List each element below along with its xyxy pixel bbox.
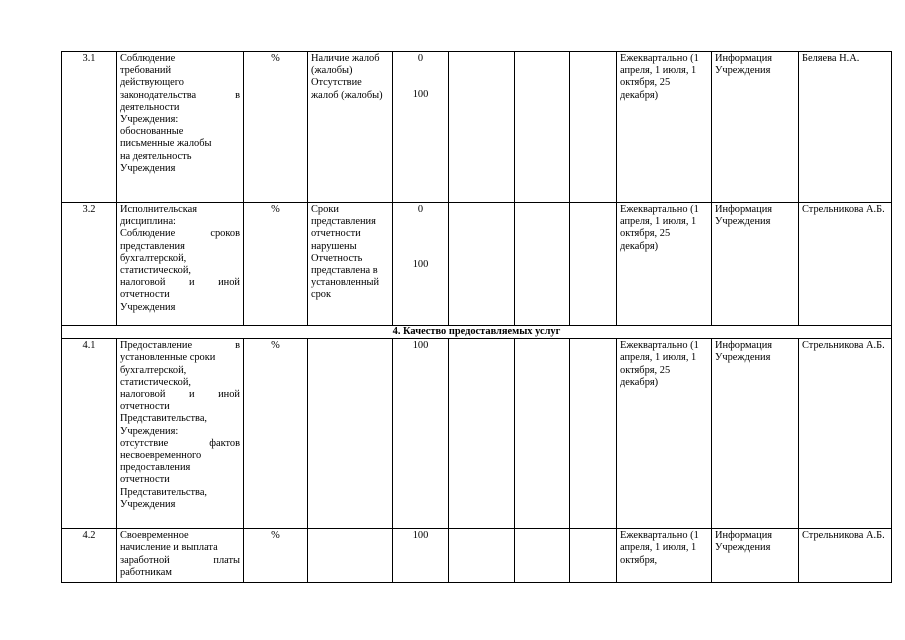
indicator-text [120, 53, 240, 175]
value-cell: 100 [393, 529, 449, 583]
empty-cell [515, 52, 570, 203]
indicator-line: налоговой и иной [120, 277, 240, 289]
indicator-line: заработной платы [120, 554, 240, 566]
indicator-line: Соблюдение сроков [120, 228, 240, 240]
source-cell: Информация Учреждения [712, 339, 799, 529]
value-b: 100 [412, 259, 429, 271]
indicator-line: законодательства в [120, 89, 240, 101]
indicator-text [120, 530, 240, 579]
indicator-line: требований [120, 65, 172, 77]
empty-cell [308, 339, 393, 529]
empty-cell [449, 52, 515, 203]
source-cell: Информация Учреждения [712, 52, 799, 203]
indicator-line: отчетности [120, 289, 170, 301]
table-row [62, 52, 892, 203]
empty-cell [515, 529, 570, 583]
indicator-line: начисление и выплата [120, 542, 218, 554]
condition-cell [308, 203, 393, 326]
indicator-line: действующего [120, 77, 184, 89]
indicator-line: бухгалтерской, [120, 364, 187, 376]
indicator-cell [117, 339, 244, 529]
section-header-row [62, 326, 892, 339]
unit-cell: % [244, 339, 308, 529]
indicator-line: налоговой и иной [120, 389, 240, 401]
indicator-line: Предоставление в [120, 340, 240, 352]
indicator-cell [117, 529, 244, 583]
condition-a: Сроки представления отчетности нарушены [311, 204, 376, 252]
period-cell: Ежеквартально (1 апреля, 1 июля, 1 октября, [617, 529, 712, 583]
empty-cell [449, 529, 515, 583]
unit-cell: % [244, 52, 308, 203]
empty-cell [570, 52, 617, 203]
indicator-line: несвоевременного [120, 450, 202, 462]
empty-cell [449, 339, 515, 529]
value-a: 0 [417, 53, 424, 64]
indicator-line: статистической, [120, 265, 192, 277]
value-cell: 100 [393, 339, 449, 529]
empty-cell [570, 339, 617, 529]
section-title: 4. Качество предоставляемых услуг [62, 326, 892, 339]
table-row [62, 203, 892, 326]
indicator-line: Исполнительская [120, 204, 198, 215]
indicator-line: Учреждения [120, 498, 176, 510]
source-cell: Информация Учреждения [712, 203, 799, 326]
value-b: 100 [412, 89, 429, 101]
row-number: 4.1 [62, 339, 117, 529]
indicator-line: обоснованные [120, 126, 184, 138]
indicator-line: на деятельность [120, 150, 192, 162]
indicator-text [120, 340, 240, 511]
unit-cell: % [244, 203, 308, 326]
unit-cell: % [244, 529, 308, 583]
indicator-line: Учреждения [120, 162, 176, 174]
condition-b: Отсутствие жалоб (жалобы) [311, 77, 383, 101]
indicator-line: Соблюдение [120, 53, 176, 64]
indicator-text [120, 204, 240, 314]
indicator-line: отчетности [120, 401, 170, 413]
indicator-line: работникам [120, 566, 172, 578]
indicator-line: Представительства, [120, 486, 208, 498]
indicator-line: статистической, [120, 376, 192, 388]
value-a: 0 [417, 204, 424, 215]
indicator-line: установленные сроки [120, 352, 216, 364]
empty-cell [515, 203, 570, 326]
responsible-cell: Беляева Н.А. [799, 52, 892, 203]
period-cell: Ежеквартально (1 апреля, 1 июля, 1 октября, 25 декабря) [617, 203, 712, 326]
indicators-table [61, 51, 892, 583]
empty-cell [570, 529, 617, 583]
indicator-line: деятельности [120, 101, 180, 113]
period-cell: Ежеквартально (1 апреля, 1 июля, 1 октября, 25 декабря) [617, 339, 712, 529]
condition-cell [308, 52, 393, 203]
condition-b: Отчетность представлена в установленный срок [311, 252, 380, 301]
indicator-line: Представительства, [120, 413, 208, 425]
value-cell [393, 52, 449, 203]
indicator-line: предоставления [120, 462, 191, 474]
period-cell: Ежеквартально (1 апреля, 1 июля, 1 октября, 25 декабря) [617, 52, 712, 203]
indicator-line: бухгалтерской, [120, 252, 187, 264]
empty-cell [449, 203, 515, 326]
row-number: 3.1 [62, 52, 117, 203]
indicator-line: представления [120, 240, 185, 252]
responsible-cell: Стрельникова А.Б. [799, 529, 892, 583]
condition-a: Наличие жалоб (жалобы) [311, 53, 380, 77]
indicator-cell [117, 203, 244, 326]
value-cell [393, 203, 449, 326]
indicator-line: Учреждения: [120, 425, 179, 437]
indicator-line: Учреждения: [120, 114, 179, 126]
source-cell: Информация Учреждения [712, 529, 799, 583]
indicator-line: отчетности [120, 474, 170, 486]
indicator-cell [117, 52, 244, 203]
indicator-line: Своевременное [120, 530, 189, 542]
indicator-line: отсутствие фактов [120, 437, 240, 449]
empty-cell [515, 339, 570, 529]
row-number: 3.2 [62, 203, 117, 326]
indicator-line: дисциплина: [120, 216, 176, 228]
indicator-line: Учреждения [120, 301, 176, 313]
table-row [62, 529, 892, 583]
indicator-line: письменные жалобы [120, 138, 212, 150]
empty-cell [308, 529, 393, 583]
responsible-cell: Стрельникова А.Б. [799, 203, 892, 326]
row-number: 4.2 [62, 529, 117, 583]
table-row [62, 339, 892, 529]
responsible-cell: Стрельникова А.Б. [799, 339, 892, 529]
empty-cell [570, 203, 617, 326]
